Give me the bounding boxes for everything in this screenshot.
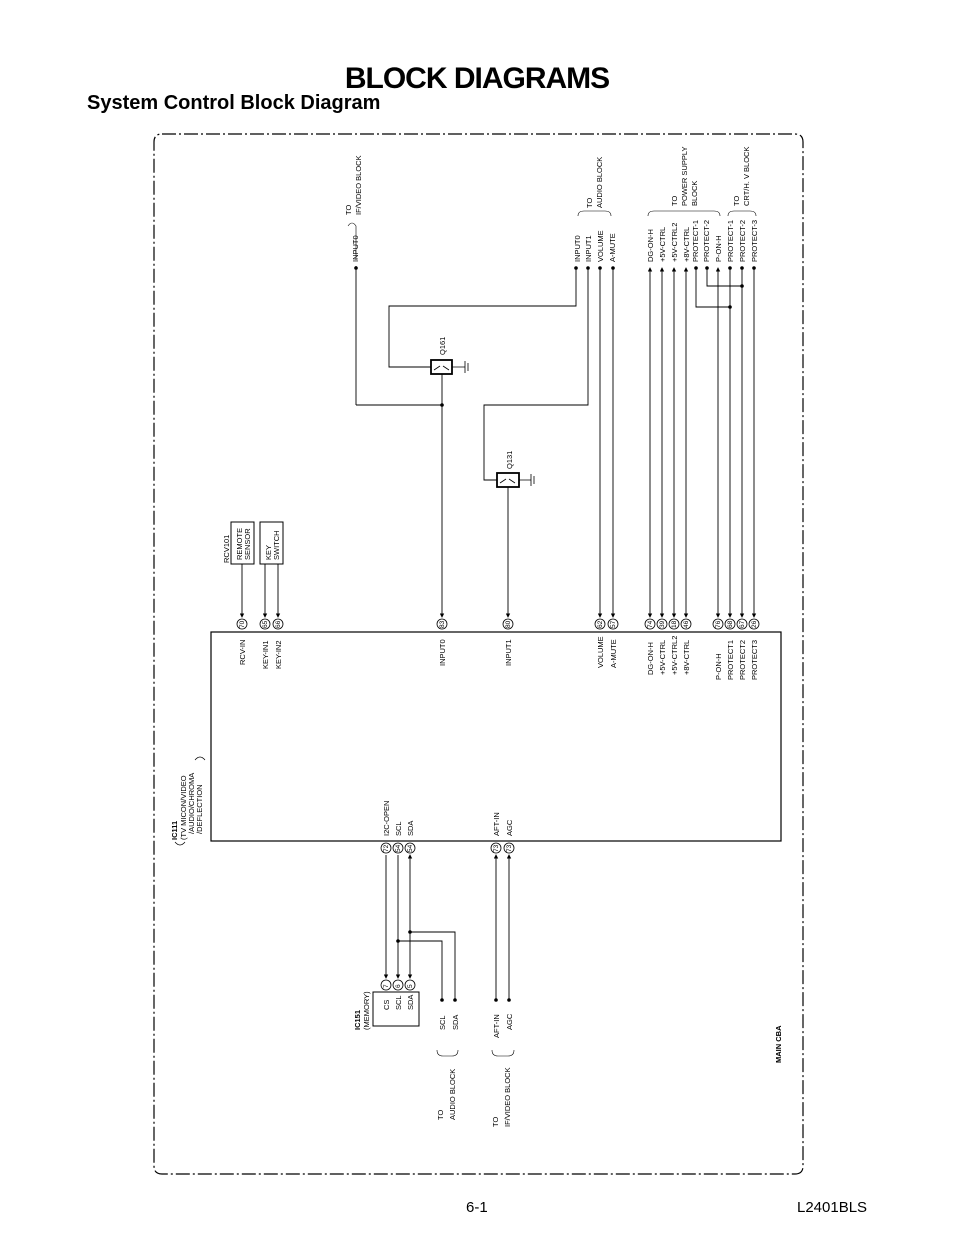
svg-text:74: 74 — [647, 620, 654, 628]
svg-text:KEY: KEY — [264, 544, 273, 560]
svg-text:57: 57 — [610, 620, 617, 628]
pin-dg-on-h — [645, 619, 655, 675]
svg-text:AFT-IN: AFT-IN — [492, 812, 501, 836]
svg-text:INPUT1: INPUT1 — [584, 235, 593, 262]
svg-text:+5V-CTRL: +5V-CTRL — [658, 226, 667, 262]
svg-text:IC151: IC151 — [353, 1009, 362, 1030]
svg-text:18: 18 — [671, 620, 678, 628]
svg-text:AGC: AGC — [505, 1013, 514, 1030]
svg-text:INPUT1: INPUT1 — [504, 639, 513, 666]
pin-aft-in — [491, 812, 501, 853]
svg-text:TO: TO — [491, 1116, 500, 1127]
svg-text:REMOTE: REMOTE — [235, 527, 244, 560]
svg-text:73: 73 — [493, 844, 500, 852]
svg-text:AGC: AGC — [505, 819, 514, 836]
svg-text:INPUT0: INPUT0 — [351, 235, 360, 262]
pin-a-mute — [608, 619, 618, 668]
svg-text:SDA: SDA — [451, 1014, 460, 1030]
ic151-pins — [381, 980, 415, 1010]
pin-protect2 — [737, 619, 747, 680]
svg-text:7: 7 — [383, 984, 390, 988]
svg-text:SDA: SDA — [406, 994, 415, 1010]
svg-text:+5V-CTRL: +5V-CTRL — [658, 639, 667, 675]
svg-text:70: 70 — [239, 620, 246, 628]
svg-text:SENSOR: SENSOR — [243, 528, 252, 560]
svg-text:83: 83 — [439, 620, 446, 628]
svg-text:73: 73 — [506, 844, 513, 852]
svg-text:+8V-CTRL: +8V-CTRL — [682, 226, 691, 262]
ic111-box — [211, 632, 781, 841]
q161-box — [431, 360, 452, 374]
svg-text:KEY-IN1: KEY-IN1 — [261, 640, 270, 669]
pin-agc — [504, 819, 514, 853]
svg-text:INPUT0: INPUT0 — [438, 639, 447, 666]
pin-i2c-open — [381, 801, 391, 853]
svg-text:SWITCH: SWITCH — [272, 530, 281, 560]
svg-text:SCL: SCL — [394, 995, 403, 1010]
svg-text:AFT-IN: AFT-IN — [492, 1014, 501, 1038]
svg-text:RCV101: RCV101 — [222, 534, 231, 563]
svg-text:KEY-IN2: KEY-IN2 — [274, 640, 283, 669]
svg-text:CS: CS — [382, 999, 391, 1010]
svg-text:SDA: SDA — [406, 820, 415, 836]
pin-5v-ctrl — [657, 619, 667, 675]
svg-text:BLOCK: BLOCK — [690, 180, 699, 206]
svg-text:TO: TO — [344, 204, 353, 215]
svg-text:A-MUTE: A-MUTE — [608, 233, 617, 262]
svg-text:Q131: Q131 — [505, 450, 514, 469]
ic111-top-pins — [237, 619, 759, 680]
page-number: 6-1 — [466, 1199, 488, 1216]
svg-text:76: 76 — [715, 620, 722, 628]
svg-text:DG-ON-H: DG-ON-H — [646, 229, 655, 262]
pin-protect1 — [725, 619, 735, 680]
q131-box — [497, 473, 519, 487]
svg-text:RCV-IN: RCV-IN — [238, 639, 247, 665]
svg-text:72: 72 — [383, 844, 390, 852]
svg-text:P-ON-H: P-ON-H — [714, 653, 723, 680]
pin-protect3 — [749, 619, 759, 680]
svg-text:VOLUME: VOLUME — [596, 230, 605, 262]
ic111-bottom-pins — [381, 801, 514, 853]
svg-text:IF/VIDEO BLOCK: IF/VIDEO BLOCK — [354, 155, 363, 215]
svg-text:AUDIO BLOCK: AUDIO BLOCK — [595, 156, 604, 208]
svg-text:PROTECT-2: PROTECT-2 — [702, 219, 711, 262]
svg-text:POWER SUPPLY: POWER SUPPLY — [680, 146, 689, 206]
svg-text:PROTECT-3: PROTECT-3 — [750, 219, 759, 262]
svg-text:TO: TO — [585, 197, 594, 208]
svg-text:PROTECT-1: PROTECT-1 — [691, 219, 700, 262]
svg-text:39: 39 — [659, 620, 666, 628]
pin-5v-ctrl2 — [669, 619, 679, 675]
svg-text:PROTECT-2: PROTECT-2 — [738, 219, 747, 262]
svg-text:54: 54 — [395, 844, 402, 852]
pin-key-in2 — [273, 619, 283, 669]
svg-text:I2C-OPEN: I2C-OPEN — [382, 800, 391, 836]
svg-text:IF/VIDEO BLOCK: IF/VIDEO BLOCK — [503, 1067, 512, 1127]
svg-text:PROTECT-1: PROTECT-1 — [726, 219, 735, 262]
svg-text:66: 66 — [275, 620, 282, 628]
model-number: L2401BLS — [797, 1199, 868, 1216]
board-label: MAIN CBA — [774, 1025, 783, 1063]
diagram-subtitle: System Control Block Diagram — [87, 92, 381, 114]
page-title: BLOCK DIAGRAMS — [344, 62, 610, 95]
svg-text:CRT/H. V BLOCK: CRT/H. V BLOCK — [742, 146, 751, 206]
ic111-desc-1: (TV MICON/VIDEO — [179, 775, 188, 840]
ic111-ref: IC111 — [170, 820, 179, 840]
pin-rcv-in — [237, 619, 247, 665]
svg-text:46: 46 — [683, 620, 690, 628]
svg-text:A-MUTE: A-MUTE — [609, 639, 618, 668]
ic111-desc-3: /DEFLECTION — [195, 784, 204, 834]
svg-text:TO: TO — [732, 195, 741, 206]
svg-text:TO: TO — [670, 195, 679, 206]
svg-text:5: 5 — [407, 984, 414, 988]
svg-text:DG-ON-H: DG-ON-H — [646, 642, 655, 675]
pin-scl — [393, 821, 403, 853]
pin-input1 — [503, 619, 513, 666]
svg-text:PROTECT2: PROTECT2 — [738, 639, 747, 680]
ic111-desc-2: /AUDIO/CHROMA — [187, 772, 196, 834]
svg-text:P-ON-H: P-ON-H — [714, 235, 723, 262]
svg-text:26: 26 — [751, 620, 758, 628]
svg-text:6: 6 — [395, 984, 402, 988]
svg-text:SCL: SCL — [438, 1015, 447, 1030]
svg-text:65: 65 — [262, 620, 269, 628]
svg-text:VOLUME: VOLUME — [596, 636, 605, 668]
svg-text:54: 54 — [407, 844, 414, 852]
pin-p-on-h — [713, 619, 723, 680]
svg-text:AUDIO BLOCK: AUDIO BLOCK — [448, 1068, 457, 1120]
svg-text:PROTECT3: PROTECT3 — [750, 639, 759, 680]
svg-text:67: 67 — [739, 620, 746, 628]
svg-text:INPUT0: INPUT0 — [573, 235, 582, 262]
svg-text:PROTECT1: PROTECT1 — [726, 639, 735, 680]
pin-sda — [405, 821, 415, 853]
svg-text:+5V-CTRL2: +5V-CTRL2 — [670, 222, 679, 262]
pin-key-in1 — [260, 619, 270, 669]
svg-text:Q161: Q161 — [438, 336, 447, 355]
svg-text:SCL: SCL — [394, 821, 403, 836]
pin-8v-ctrl — [681, 619, 691, 675]
svg-text:TO: TO — [436, 1109, 445, 1120]
pin-volume — [595, 619, 605, 668]
svg-text:80: 80 — [505, 620, 512, 628]
svg-text:+8V-CTRL: +8V-CTRL — [682, 639, 691, 675]
pin-input0 — [437, 619, 447, 666]
svg-text:62: 62 — [597, 620, 604, 628]
board-outline — [154, 134, 803, 1174]
svg-text:(MEMORY): (MEMORY) — [362, 991, 371, 1030]
svg-text:68: 68 — [727, 620, 734, 628]
svg-text:+5V-CTRL2: +5V-CTRL2 — [670, 635, 679, 675]
